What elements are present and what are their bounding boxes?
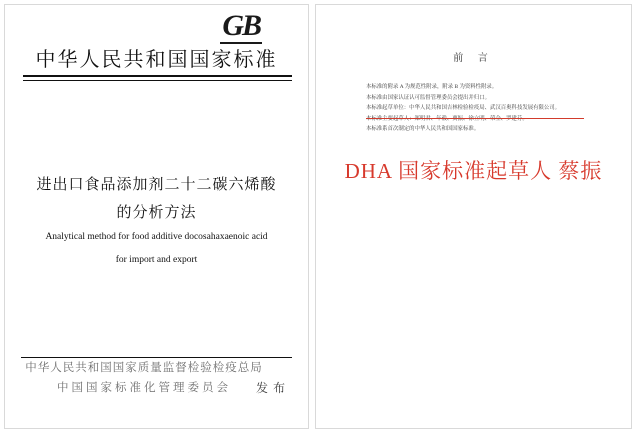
divider-top-thick xyxy=(23,75,292,77)
foreword-line: 本标准的附录 A 为规范性附录，附录 B 为资料性附录。 xyxy=(366,84,498,90)
issuer-block xyxy=(19,358,269,398)
national-standard-title: 中华人民共和国国家标准 xyxy=(35,49,278,71)
issuer-line-1: 中华人民共和国国家质量监督检验检疫总局 xyxy=(25,362,263,374)
foreword-heading: 前 言 xyxy=(453,53,494,64)
document-title-cn-line1: 进出口食品添加剂二十二碳六烯酸 xyxy=(36,177,277,193)
foreword-line: 本标准系首次制定的中华人民共和国国家标准。 xyxy=(366,126,480,132)
issuer-line-2: 中国国家标准化管理委员会 xyxy=(57,382,231,394)
gb-logo-text: GB xyxy=(222,9,260,42)
foreword-line: 本标准主要起草人：郑明君、年毅、贾振、徐立明、荣佥、罗建芬。 xyxy=(366,115,528,122)
gb-logo-icon xyxy=(220,11,262,44)
red-underline-annotation xyxy=(366,118,584,119)
document-title-en-line2: for import and export xyxy=(115,255,198,265)
divider-top-thin xyxy=(23,80,292,81)
document-title-cn-line2: 的分析方法 xyxy=(116,205,197,221)
red-annotation-text: DHA 国家标准起草人 蔡振 xyxy=(344,159,603,183)
standard-cover-page xyxy=(4,4,309,429)
document-title-en-line1: Analytical method for food additive docosahaxaenoic acid xyxy=(45,232,268,242)
foreword-line-highlighted: 本标准起草单位：中华人民共和国吉林检验检疫局、武汉百奥科技发展有限公司。 xyxy=(366,105,561,111)
publish-label: 发 布 xyxy=(255,381,286,395)
foreword-line: 本标准由国家认证认可监督管理委员会提出并归口。 xyxy=(366,94,490,101)
foreword-page xyxy=(315,4,632,429)
foreword-body xyxy=(366,83,588,136)
